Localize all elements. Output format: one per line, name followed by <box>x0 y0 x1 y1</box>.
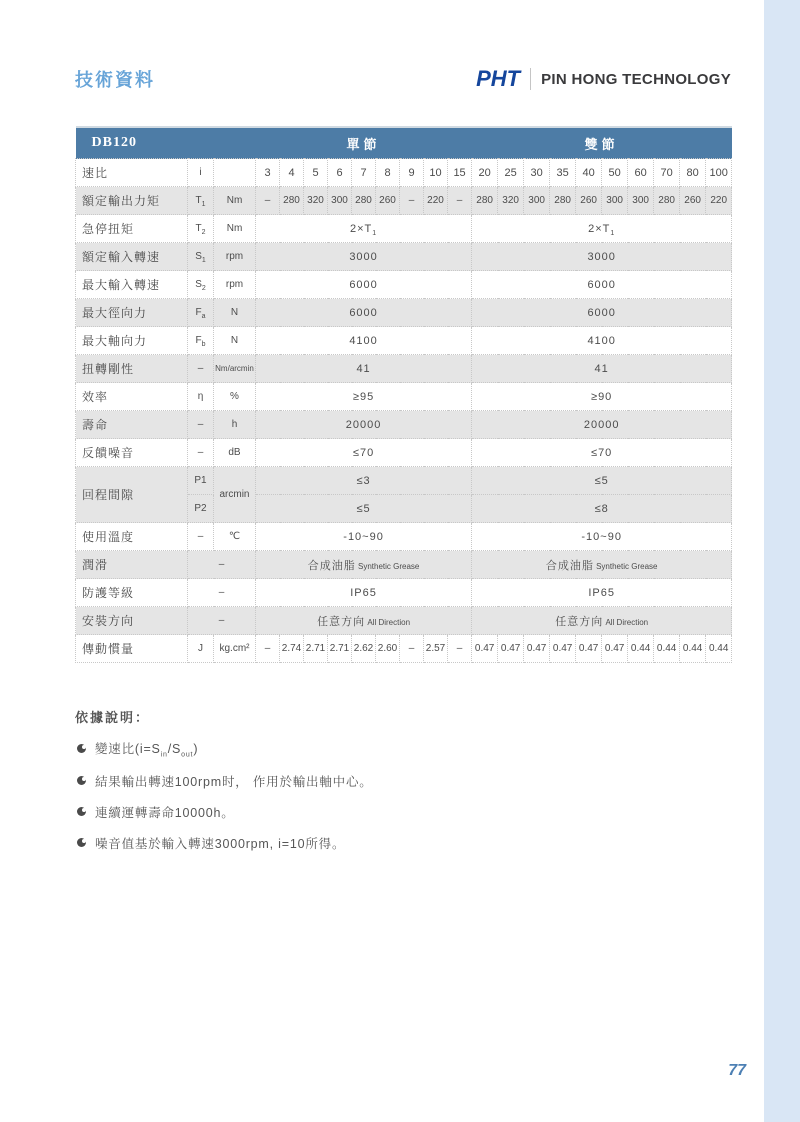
table-cell: 合成油脂 Synthetic Grease <box>256 551 472 579</box>
row-label: 反饋噪音 <box>76 439 188 467</box>
table-cell: J <box>188 635 214 663</box>
table-cell: kg.cm² <box>214 635 256 663</box>
table-row <box>76 607 732 635</box>
table-cell: N <box>214 327 256 355</box>
table-cell: 80 <box>680 159 706 187</box>
table-cell: 41 <box>472 355 732 383</box>
table-row <box>76 579 732 607</box>
table-cell: $T_1$ <box>188 187 214 215</box>
table-cell: P2 <box>188 495 214 523</box>
note-text: 結果輸出轉速100rpm时， 作用於輸出軸中心。 <box>95 774 373 789</box>
table-cell: ≤70 <box>256 439 472 467</box>
table-cell: 0.44 <box>680 635 706 663</box>
table-cell: ≥95 <box>256 383 472 411</box>
table-cell: % <box>214 383 256 411</box>
table-cell: 7 <box>352 159 376 187</box>
page-content <box>75 0 731 852</box>
table-cell: 4 <box>280 159 304 187</box>
table-row <box>76 439 732 467</box>
table-cell: 4100 <box>256 327 472 355</box>
table-cell: 280 <box>352 187 376 215</box>
table-cell: 50 <box>602 159 628 187</box>
table-cell: – <box>400 187 424 215</box>
table-cell: 6 <box>328 159 352 187</box>
table-cell: $2\times T_1$ <box>256 215 472 243</box>
table-cell: 3 <box>256 159 280 187</box>
table-cell: 0.44 <box>706 635 732 663</box>
document-header <box>75 60 731 92</box>
table-cell: 260 <box>576 187 602 215</box>
table-cell: – <box>256 635 280 663</box>
notes-list <box>75 739 731 852</box>
table-row <box>76 355 732 383</box>
row-label: 潤滑 <box>76 551 188 579</box>
row-label: 傳動慣量 <box>76 635 188 663</box>
table-cell: – <box>448 635 472 663</box>
table-cell: 15 <box>448 159 472 187</box>
table-cell: – <box>188 439 214 467</box>
table-cell: 0.47 <box>524 635 550 663</box>
row-label: 壽命 <box>76 411 188 439</box>
page-number: 77 <box>728 1062 746 1079</box>
row-label: 急停扭矩 <box>76 215 188 243</box>
table-cell: – <box>256 187 280 215</box>
table-cell: 0.44 <box>628 635 654 663</box>
row-label: 最大徑向力 <box>76 299 188 327</box>
table-row <box>76 271 732 299</box>
table-cell: – <box>400 635 424 663</box>
table-cell: 2.71 <box>304 635 328 663</box>
table-cell: $2\times T_1$ <box>472 215 732 243</box>
row-label: 防護等級 <box>76 579 188 607</box>
table-cell: 2.71 <box>328 635 352 663</box>
table-cell: ≤5 <box>472 467 732 495</box>
table-cell: Nm <box>214 215 256 243</box>
table-cell: 20000 <box>256 411 472 439</box>
table-cell: $F_a$ <box>188 299 214 327</box>
table-cell: rpm <box>214 243 256 271</box>
table-cell: 0.44 <box>654 635 680 663</box>
company-logo <box>476 66 731 92</box>
table-cell: 8 <box>376 159 400 187</box>
note-text: 連續運轉壽命10000h。 <box>95 805 235 820</box>
table-cell: Nm/arcmin <box>214 355 256 383</box>
note-item <box>77 803 731 821</box>
notes-heading: 依據說明： <box>75 710 151 725</box>
table-cell: 260 <box>376 187 400 215</box>
table-cell: – <box>188 355 214 383</box>
table-cell: 220 <box>706 187 732 215</box>
table-cell: 220 <box>424 187 448 215</box>
table-cell: ≥90 <box>472 383 732 411</box>
table-cell: 0.47 <box>602 635 628 663</box>
table-cell: h <box>214 411 256 439</box>
table-cell: 300 <box>328 187 352 215</box>
table-cell: $F_b$ <box>188 327 214 355</box>
table-cell: $S_1$ <box>188 243 214 271</box>
table-cell: -10~90 <box>472 523 732 551</box>
table-cell: – <box>188 411 214 439</box>
table-cell: 5 <box>304 159 328 187</box>
table-cell: 0.47 <box>472 635 498 663</box>
spec-table <box>75 126 732 663</box>
table-cell: 25 <box>498 159 524 187</box>
table-cell: – <box>188 551 256 579</box>
table-cell: 20 <box>472 159 498 187</box>
table-cell: 合成油脂 Synthetic Grease <box>472 551 732 579</box>
row-label: 使用溫度 <box>76 523 188 551</box>
table-row <box>76 187 732 215</box>
table-cell: 40 <box>576 159 602 187</box>
table-cell: 280 <box>654 187 680 215</box>
table-cell: 0.47 <box>498 635 524 663</box>
table-cell: 3000 <box>256 243 472 271</box>
table-cell: 280 <box>472 187 498 215</box>
table-header-row <box>76 127 732 159</box>
table-cell: 10 <box>424 159 448 187</box>
table-header-cell: DB120 <box>76 127 256 159</box>
table-header-cell: 單節 <box>256 127 472 159</box>
table-cell: 0.47 <box>576 635 602 663</box>
table-cell: $S_2$ <box>188 271 214 299</box>
table-cell: ≤8 <box>472 495 732 523</box>
table-cell: 300 <box>628 187 654 215</box>
table-cell: $T_2$ <box>188 215 214 243</box>
table-cell: 2.57 <box>424 635 448 663</box>
table-row <box>76 467 732 495</box>
note-bullet-icon <box>77 776 86 785</box>
table-cell: -10~90 <box>256 523 472 551</box>
table-cell: ≤5 <box>256 495 472 523</box>
table-cell: 30 <box>524 159 550 187</box>
page-side-band <box>764 0 800 1122</box>
table-row <box>76 523 732 551</box>
note-bullet-icon <box>77 838 86 847</box>
row-label: 效率 <box>76 383 188 411</box>
table-cell: ≤3 <box>256 467 472 495</box>
table-cell: 6000 <box>256 299 472 327</box>
table-cell: 9 <box>400 159 424 187</box>
table-cell: N <box>214 299 256 327</box>
table-cell: 320 <box>498 187 524 215</box>
page-title: 技術資料 <box>75 70 155 90</box>
table-row <box>76 327 732 355</box>
table-row <box>76 243 732 271</box>
row-label: 回程間隙 <box>76 467 188 523</box>
note-item <box>77 772 731 790</box>
notes-section <box>75 707 731 852</box>
table-cell: ≤70 <box>472 439 732 467</box>
note-bullet-icon <box>77 744 86 753</box>
row-label: 額定輸出力矩 <box>76 187 188 215</box>
table-cell: 4100 <box>472 327 732 355</box>
table-cell: 2.62 <box>352 635 376 663</box>
table-cell: 2.60 <box>376 635 400 663</box>
table-cell: – <box>448 187 472 215</box>
row-label: 扭轉剛性 <box>76 355 188 383</box>
table-cell: dB <box>214 439 256 467</box>
table-cell: 3000 <box>472 243 732 271</box>
table-cell: η <box>188 383 214 411</box>
table-cell: 任意方向 All Direction <box>256 607 472 635</box>
row-label: 額定輸入轉速 <box>76 243 188 271</box>
table-cell: 100 <box>706 159 732 187</box>
table-cell: 41 <box>256 355 472 383</box>
table-cell: IP65 <box>256 579 472 607</box>
table-cell: arcmin <box>214 467 256 523</box>
note-text: 噪音值基於輸入轉速3000rpm, i=10所得。 <box>95 836 346 851</box>
table-cell: 300 <box>524 187 550 215</box>
logo-separator <box>530 68 531 90</box>
note-item <box>77 739 731 759</box>
row-label: 安裝方向 <box>76 607 188 635</box>
table-cell: 2.74 <box>280 635 304 663</box>
table-cell: 70 <box>654 159 680 187</box>
table-cell: IP65 <box>472 579 732 607</box>
table-cell: 280 <box>550 187 576 215</box>
row-label: 最大軸向力 <box>76 327 188 355</box>
table-cell: 6000 <box>472 299 732 327</box>
table-cell: 0.47 <box>550 635 576 663</box>
table-cell <box>214 159 256 187</box>
row-label: 最大輸入轉速 <box>76 271 188 299</box>
table-row <box>76 215 732 243</box>
table-row <box>76 411 732 439</box>
table-cell: 35 <box>550 159 576 187</box>
table-row <box>76 159 732 187</box>
table-row <box>76 383 732 411</box>
row-label: 速比 <box>76 159 188 187</box>
table-cell: Nm <box>214 187 256 215</box>
table-cell: 6000 <box>472 271 732 299</box>
table-cell: 300 <box>602 187 628 215</box>
table-cell: i <box>188 159 214 187</box>
table-row <box>76 551 732 579</box>
logo-abbr-icon: PHT <box>476 66 521 91</box>
table-row <box>76 635 732 663</box>
table-cell: 任意方向 All Direction <box>472 607 732 635</box>
table-cell: – <box>188 607 256 635</box>
note-bullet-icon <box>77 807 86 816</box>
table-cell: 20000 <box>472 411 732 439</box>
table-cell: 60 <box>628 159 654 187</box>
table-row <box>76 299 732 327</box>
note-item <box>77 834 731 852</box>
company-name: PIN HONG TECHNOLOGY <box>541 70 731 88</box>
table-cell: 280 <box>280 187 304 215</box>
table-cell: ℃ <box>214 523 256 551</box>
table-cell: 260 <box>680 187 706 215</box>
table-header-cell: 雙節 <box>472 127 732 159</box>
table-cell: rpm <box>214 271 256 299</box>
table-cell: 6000 <box>256 271 472 299</box>
table-cell: – <box>188 523 214 551</box>
table-cell: P1 <box>188 467 214 495</box>
note-text: 變速比$(i=S_{in}/S_{out})$ <box>95 742 199 759</box>
table-cell: 320 <box>304 187 328 215</box>
table-cell: – <box>188 579 256 607</box>
